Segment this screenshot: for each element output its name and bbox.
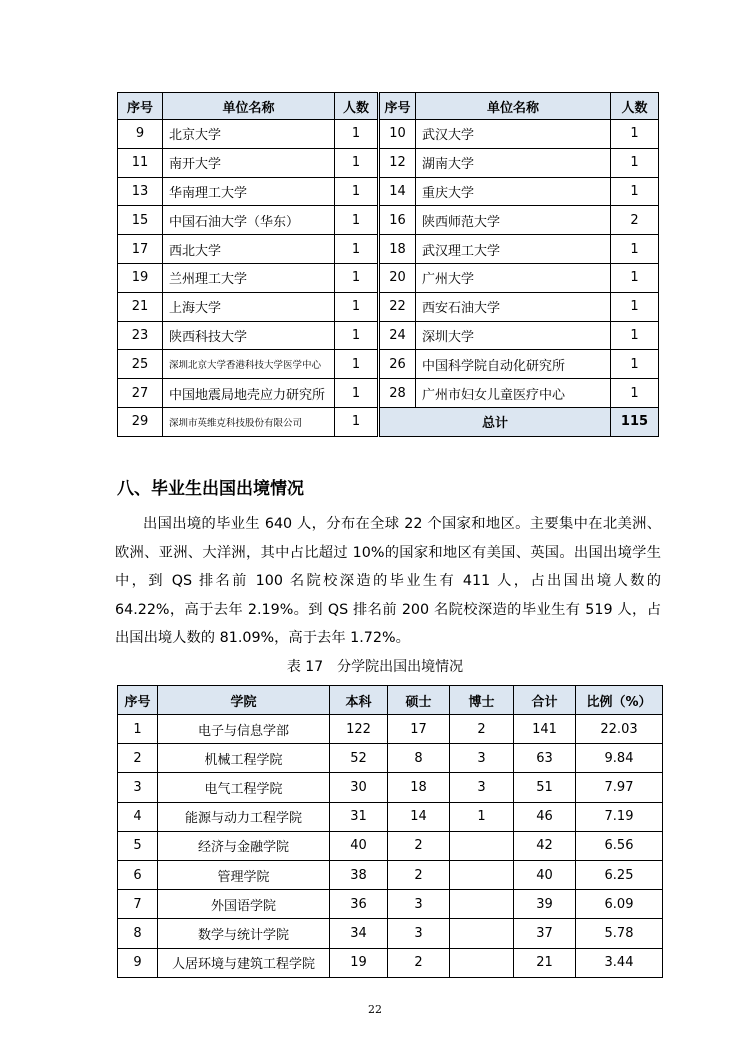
unit-count: 1	[335, 321, 379, 350]
undergrad-count: 122	[330, 715, 388, 744]
total-value: 115	[611, 407, 659, 436]
row-no: 17	[118, 235, 163, 264]
unit-count: 1	[611, 292, 659, 321]
table-row	[118, 321, 659, 350]
table-row	[118, 379, 659, 408]
unit-name: 重庆大学	[416, 177, 611, 206]
header-cell: 博士	[450, 686, 514, 715]
table-header-row	[118, 686, 663, 715]
total-count: 46	[514, 802, 576, 831]
doctor-count	[450, 831, 514, 860]
unit-count: 1	[335, 148, 379, 177]
unit-name: 深圳市英维克科技股份有限公司	[163, 407, 335, 436]
unit-name: 西安石油大学	[416, 292, 611, 321]
header-unit-name: 单位名称	[163, 93, 335, 120]
master-count: 14	[388, 802, 450, 831]
unit-name: 兰州理工大学	[163, 263, 335, 292]
unit-count: 1	[611, 120, 659, 149]
row-no: 2	[118, 744, 158, 773]
master-count: 2	[388, 831, 450, 860]
master-count: 3	[388, 919, 450, 948]
college-name: 数学与统计学院	[158, 919, 330, 948]
master-count: 2	[388, 860, 450, 889]
unit-count: 1	[335, 177, 379, 206]
undergrad-count: 36	[330, 890, 388, 919]
row-no: 24	[379, 321, 416, 350]
unit-count: 1	[611, 148, 659, 177]
master-count: 2	[388, 948, 450, 977]
unit-name: 深圳北京大学香港科技大学医学中心	[163, 350, 335, 379]
row-no: 6	[118, 860, 158, 889]
header-cell: 合计	[514, 686, 576, 715]
unit-name: 西北大学	[163, 235, 335, 264]
doctor-count	[450, 860, 514, 889]
master-count: 18	[388, 773, 450, 802]
row-no: 10	[379, 120, 416, 149]
unit-count: 1	[611, 263, 659, 292]
table-row	[118, 919, 663, 948]
doctor-count: 2	[450, 715, 514, 744]
table-row	[118, 744, 663, 773]
table-row	[118, 407, 659, 436]
undergrad-count: 38	[330, 860, 388, 889]
table-row	[118, 802, 663, 831]
row-no: 8	[118, 919, 158, 948]
table-row	[118, 177, 659, 206]
table-row	[118, 715, 663, 744]
unit-name: 中国石油大学（华东）	[163, 206, 335, 235]
total-count: 141	[514, 715, 576, 744]
doctor-count	[450, 948, 514, 977]
total-count: 51	[514, 773, 576, 802]
row-no: 1	[118, 715, 158, 744]
table-row	[118, 860, 663, 889]
unit-count: 1	[335, 206, 379, 235]
table-row	[118, 773, 663, 802]
unit-count: 2	[611, 206, 659, 235]
ratio: 5.78	[576, 919, 663, 948]
unit-name: 武汉大学	[416, 120, 611, 149]
row-no: 5	[118, 831, 158, 860]
row-no: 19	[118, 263, 163, 292]
row-no: 29	[118, 407, 163, 436]
college-name: 人居环境与建筑工程学院	[158, 948, 330, 977]
college-name: 经济与金融学院	[158, 831, 330, 860]
row-no: 21	[118, 292, 163, 321]
total-count: 21	[514, 948, 576, 977]
unit-name: 广州大学	[416, 263, 611, 292]
table-row	[118, 120, 659, 149]
master-count: 17	[388, 715, 450, 744]
table-row	[118, 235, 659, 264]
undergrad-count: 31	[330, 802, 388, 831]
row-no: 25	[118, 350, 163, 379]
total-count: 40	[514, 860, 576, 889]
header-cell: 硕士	[388, 686, 450, 715]
page-number: 22	[368, 1003, 382, 1016]
row-no: 23	[118, 321, 163, 350]
row-no: 16	[379, 206, 416, 235]
unit-count: 1	[335, 263, 379, 292]
college-name: 机械工程学院	[158, 744, 330, 773]
body-paragraph: 出国出境的毕业生 640 人，分布在全球 22 个国家和地区。主要集中在北美洲、欧洲、亚洲、大洋洲，其中占比超过 10%的国家和地区有美国、英国。出国出境学生中，到 QS 排名前 100 名院校深造的毕业生有 411 人，占出国出境人数的 64.22%，高于去年 2.19%。到 QS 排名前 200 名院校深造的毕业生有 519 人，占出国出境人数的 81.09%，高于去年 1.72%。	[115, 516, 661, 646]
header-unit-name: 单位名称	[416, 93, 611, 120]
row-no: 9	[118, 120, 163, 149]
ratio: 6.56	[576, 831, 663, 860]
unit-name: 南开大学	[163, 148, 335, 177]
doctor-count: 3	[450, 744, 514, 773]
total-label: 总计	[379, 407, 611, 436]
unit-count: 1	[335, 292, 379, 321]
doctor-count	[450, 890, 514, 919]
header-count: 人数	[335, 93, 379, 120]
ratio: 3.44	[576, 948, 663, 977]
unit-name: 广州市妇女儿童医疗中心	[416, 379, 611, 408]
unit-count: 1	[611, 321, 659, 350]
table-row	[118, 831, 663, 860]
total-count: 42	[514, 831, 576, 860]
college-name: 电子与信息学部	[158, 715, 330, 744]
section-heading: 八、毕业生出国出境情况	[117, 479, 304, 499]
unit-count: 1	[335, 407, 379, 436]
doctor-count	[450, 919, 514, 948]
header-cell: 学院	[158, 686, 330, 715]
unit-count: 1	[611, 235, 659, 264]
undergrad-count: 30	[330, 773, 388, 802]
unit-count: 1	[335, 235, 379, 264]
unit-count: 1	[611, 177, 659, 206]
ratio: 7.19	[576, 802, 663, 831]
ratio: 6.09	[576, 890, 663, 919]
table-row	[118, 292, 659, 321]
undergrad-count: 40	[330, 831, 388, 860]
undergrad-count: 34	[330, 919, 388, 948]
row-no: 9	[118, 948, 158, 977]
table-row	[118, 148, 659, 177]
unit-name: 湖南大学	[416, 148, 611, 177]
college-name: 管理学院	[158, 860, 330, 889]
undergrad-count: 19	[330, 948, 388, 977]
header-cell: 本科	[330, 686, 388, 715]
unit-name: 深圳大学	[416, 321, 611, 350]
ratio: 22.03	[576, 715, 663, 744]
unit-name: 武汉理工大学	[416, 235, 611, 264]
unit-name: 华南理工大学	[163, 177, 335, 206]
doctor-count: 3	[450, 773, 514, 802]
row-no: 18	[379, 235, 416, 264]
college-name: 电气工程学院	[158, 773, 330, 802]
row-no: 13	[118, 177, 163, 206]
header-cell: 比例（%）	[576, 686, 663, 715]
master-count: 3	[388, 890, 450, 919]
unit-count: 1	[611, 379, 659, 408]
header-no: 序号	[379, 93, 416, 120]
unit-count: 1	[335, 350, 379, 379]
college-name: 外国语学院	[158, 890, 330, 919]
row-no: 26	[379, 350, 416, 379]
unit-name: 中国科学院自动化研究所	[416, 350, 611, 379]
row-no: 14	[379, 177, 416, 206]
table-header-row	[118, 93, 659, 120]
row-no: 27	[118, 379, 163, 408]
college-name: 能源与动力工程学院	[158, 802, 330, 831]
unit-count: 1	[335, 379, 379, 408]
row-no: 20	[379, 263, 416, 292]
table-row	[118, 350, 659, 379]
row-no: 3	[118, 773, 158, 802]
row-no: 4	[118, 802, 158, 831]
ratio: 7.97	[576, 773, 663, 802]
table-row	[118, 206, 659, 235]
row-no: 15	[118, 206, 163, 235]
row-no: 28	[379, 379, 416, 408]
undergrad-count: 52	[330, 744, 388, 773]
row-no: 7	[118, 890, 158, 919]
doctor-count: 1	[450, 802, 514, 831]
row-no: 12	[379, 148, 416, 177]
unit-name: 陕西科技大学	[163, 321, 335, 350]
master-count: 8	[388, 744, 450, 773]
header-no: 序号	[118, 93, 163, 120]
header-cell: 序号	[118, 686, 158, 715]
row-no: 11	[118, 148, 163, 177]
destination-units-table	[117, 92, 659, 437]
unit-name: 陕西师范大学	[416, 206, 611, 235]
unit-count: 1	[335, 120, 379, 149]
total-count: 63	[514, 744, 576, 773]
table-row	[118, 948, 663, 977]
college-abroad-table	[117, 685, 663, 978]
header-count: 人数	[611, 93, 659, 120]
table-caption: 表 17 分学院出国出境情况	[286, 659, 464, 675]
unit-name: 北京大学	[163, 120, 335, 149]
ratio: 6.25	[576, 860, 663, 889]
unit-name: 中国地震局地壳应力研究所	[163, 379, 335, 408]
total-count: 39	[514, 890, 576, 919]
row-no: 22	[379, 292, 416, 321]
ratio: 9.84	[576, 744, 663, 773]
unit-name: 上海大学	[163, 292, 335, 321]
unit-count: 1	[611, 350, 659, 379]
total-count: 37	[514, 919, 576, 948]
table-row	[118, 890, 663, 919]
table-row	[118, 263, 659, 292]
